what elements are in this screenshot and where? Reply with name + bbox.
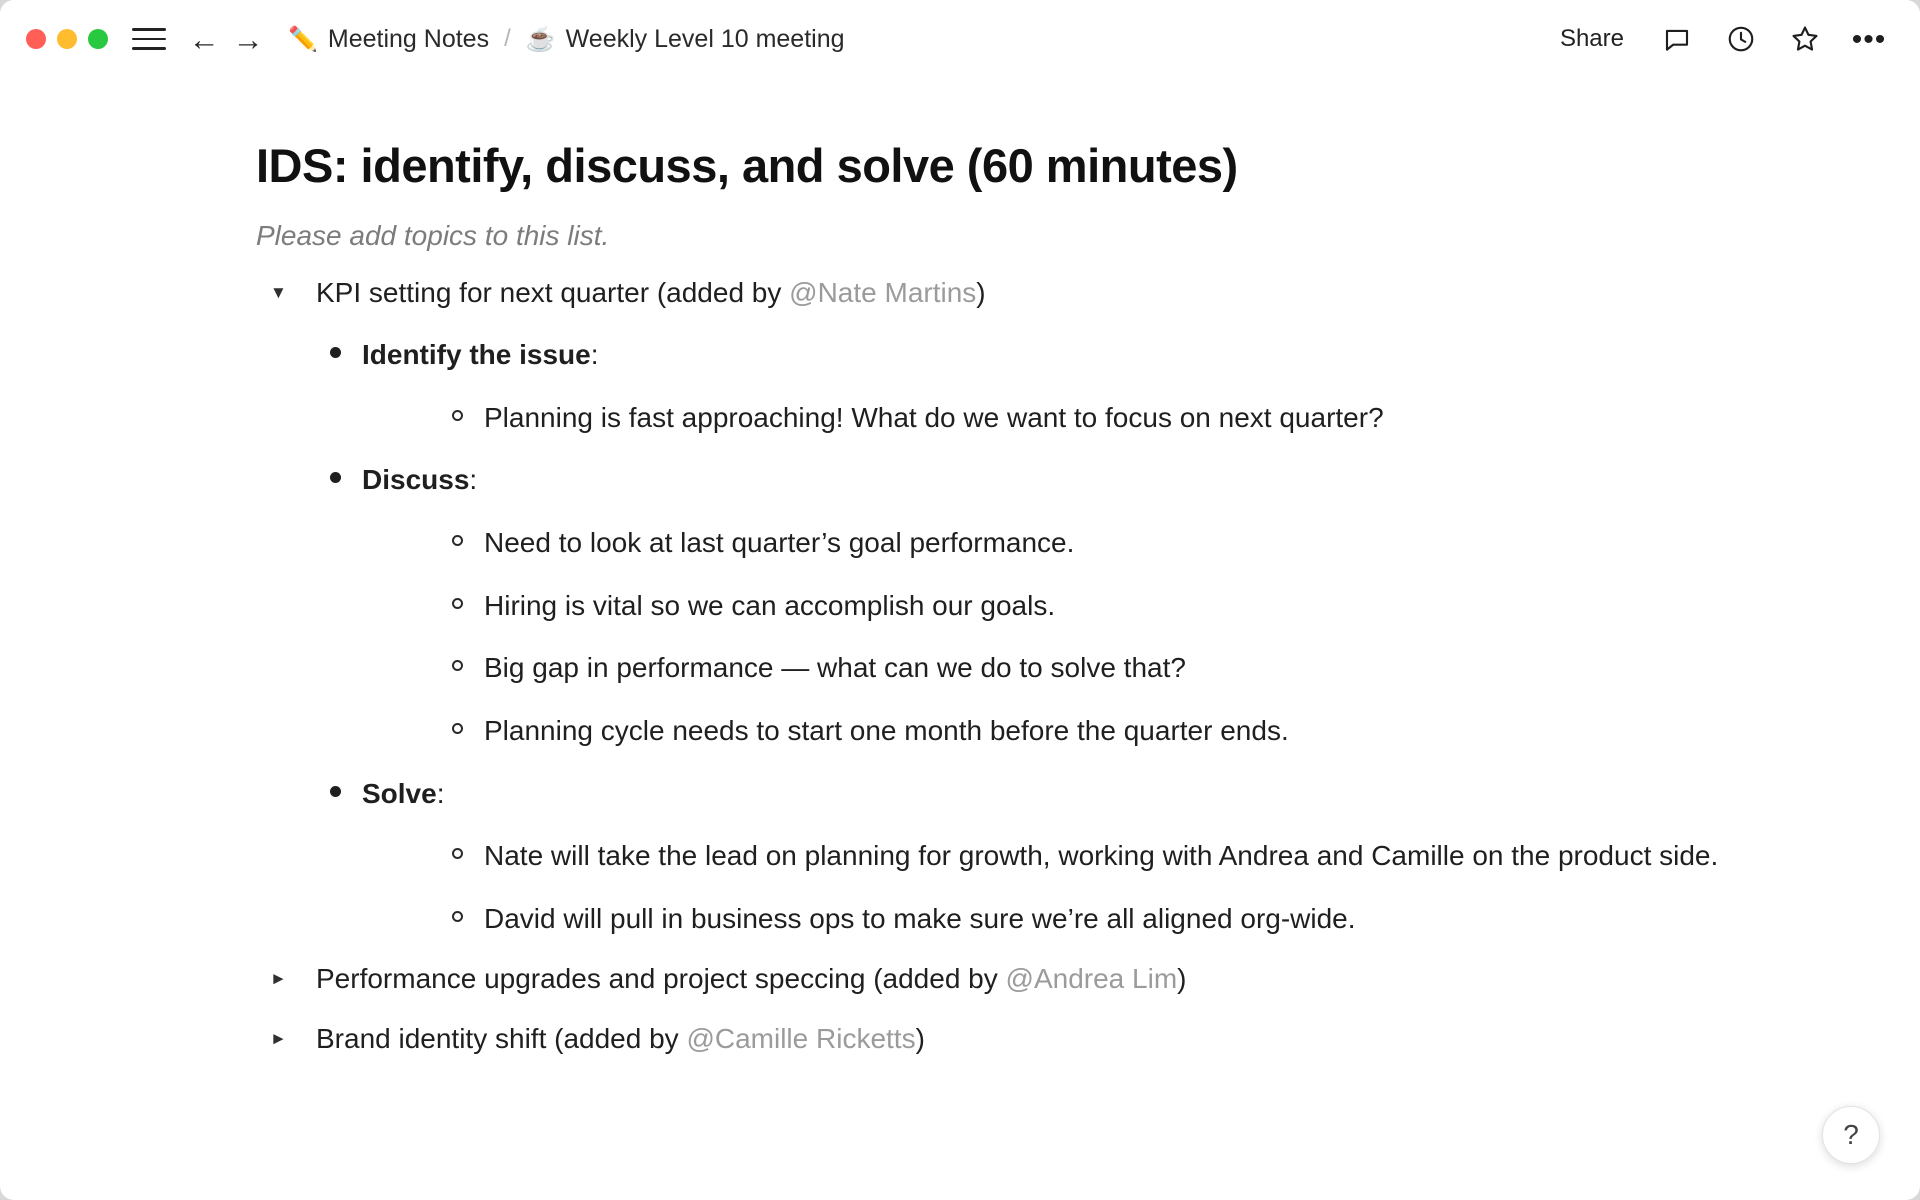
pencil-icon: ✏️ xyxy=(288,25,318,53)
bullet-circle-icon xyxy=(444,900,470,922)
toggle-title-suffix: ) xyxy=(915,1023,925,1055)
list-item xyxy=(444,587,1800,626)
page-subtitle: Please add topics to this list. xyxy=(256,220,610,252)
list-item-text: Big gap in performance — what can we do to solve that? xyxy=(484,652,1186,684)
mention-chip[interactable]: @Nate Martins xyxy=(789,277,977,309)
breadcrumb xyxy=(282,22,851,57)
minimize-window-button[interactable] xyxy=(57,29,77,49)
bullet-circle-icon xyxy=(444,399,470,421)
breadcrumb-item-parent[interactable] xyxy=(282,22,495,57)
toggle-title xyxy=(316,960,1186,998)
bullet-disc-icon xyxy=(322,336,348,358)
list-item xyxy=(444,524,1800,563)
close-window-button[interactable] xyxy=(26,29,46,49)
chevron-right-icon[interactable]: ► xyxy=(270,1029,287,1049)
bullet-circle-icon xyxy=(444,712,470,734)
list-item xyxy=(444,712,1800,751)
section-label: Discuss xyxy=(362,464,470,496)
titlebar xyxy=(0,0,1920,78)
sidebar-toggle-icon[interactable] xyxy=(132,22,166,56)
list-item xyxy=(444,837,1800,876)
breadcrumb-parent-label: Meeting Notes xyxy=(327,24,490,53)
star-icon[interactable] xyxy=(1786,20,1824,58)
bullet-disc-icon xyxy=(322,775,348,797)
toggle-title xyxy=(316,1020,925,1058)
sublist xyxy=(322,399,1800,438)
list-item-text xyxy=(362,775,444,814)
breadcrumb-separator: / xyxy=(504,25,511,52)
toggle-row[interactable] xyxy=(256,1020,1800,1058)
list-item xyxy=(322,775,1800,814)
comment-icon[interactable] xyxy=(1658,20,1696,58)
section-label-suffix: : xyxy=(469,464,478,496)
mention-chip[interactable]: @Camille Ricketts xyxy=(686,1023,916,1055)
toggle-row[interactable] xyxy=(256,274,1800,312)
bullet-circle-icon xyxy=(444,524,470,546)
list-item-text: Planning cycle needs to start one month before the quarter ends. xyxy=(484,714,1289,746)
breadcrumb-current-label: Weekly Level 10 meeting xyxy=(565,24,845,53)
bullet-circle-icon xyxy=(444,837,470,859)
section-label-suffix: : xyxy=(436,777,445,809)
clock-icon[interactable] xyxy=(1722,20,1760,58)
forward-arrow-icon[interactable]: → xyxy=(232,21,264,57)
list-item-text: Nate will take the lead on planning for growth, working with Andrea and Camille on the product side. xyxy=(484,840,1719,872)
sublist xyxy=(322,524,1800,751)
help-button[interactable]: ? xyxy=(1822,1106,1880,1164)
list-item-text: David will pull in business ops to make sure we’re all aligned org-wide. xyxy=(484,902,1356,934)
toggle-block xyxy=(256,274,1800,938)
list-item xyxy=(444,900,1800,939)
back-arrow-icon[interactable]: ← xyxy=(188,21,220,57)
chevron-right-icon[interactable]: ► xyxy=(270,969,287,989)
toggle-title-text: Brand identity shift (added by xyxy=(316,1023,687,1055)
toggle-section xyxy=(256,461,1800,750)
list-item xyxy=(322,461,1800,500)
bullet-circle-icon xyxy=(444,587,470,609)
mention-chip[interactable]: @Andrea Lim xyxy=(1005,963,1178,995)
toggle-title-suffix: ) xyxy=(1177,963,1187,995)
toggle-title-suffix: ) xyxy=(976,277,986,309)
toggle-title xyxy=(316,274,986,312)
list-item-text: Need to look at last quarter’s goal performance. xyxy=(484,527,1075,559)
list-item-text xyxy=(362,461,477,500)
section-label: Identify the issue xyxy=(362,339,591,371)
coffee-icon: ☕ xyxy=(525,25,556,53)
sublist xyxy=(322,837,1800,938)
titlebar-actions xyxy=(1552,20,1894,58)
toggle-section xyxy=(256,336,1800,437)
list-item xyxy=(444,649,1800,688)
toggle-row[interactable] xyxy=(256,960,1800,998)
list-item xyxy=(444,399,1800,438)
list-item-text: Planning is fast approaching! What do we want to focus on next quarter? xyxy=(484,401,1384,433)
section-label: Solve xyxy=(362,777,437,809)
window-controls xyxy=(26,29,108,49)
toggle-title-text: Performance upgrades and project speccing (added by xyxy=(316,963,1006,995)
document-body xyxy=(0,78,1920,1058)
maximize-window-button[interactable] xyxy=(88,29,108,49)
section-label-suffix: : xyxy=(590,339,599,371)
page-title: IDS: identify, discuss, and solve (60 minutes) xyxy=(256,139,1238,192)
list-item xyxy=(322,336,1800,375)
list-item-text xyxy=(362,336,599,375)
toggle-section xyxy=(256,775,1800,939)
share-button[interactable]: Share xyxy=(1559,25,1624,52)
toggle-title-text: KPI setting for next quarter (added by xyxy=(316,277,790,309)
list-item-text: Hiring is vital so we can accomplish our goals. xyxy=(484,589,1056,621)
bullet-disc-icon xyxy=(322,461,348,483)
bullet-circle-icon xyxy=(444,649,470,671)
chevron-down-icon[interactable]: ▼ xyxy=(270,283,287,303)
ellipsis-icon[interactable]: ••• xyxy=(1851,22,1887,56)
breadcrumb-item-current[interactable] xyxy=(520,22,851,57)
